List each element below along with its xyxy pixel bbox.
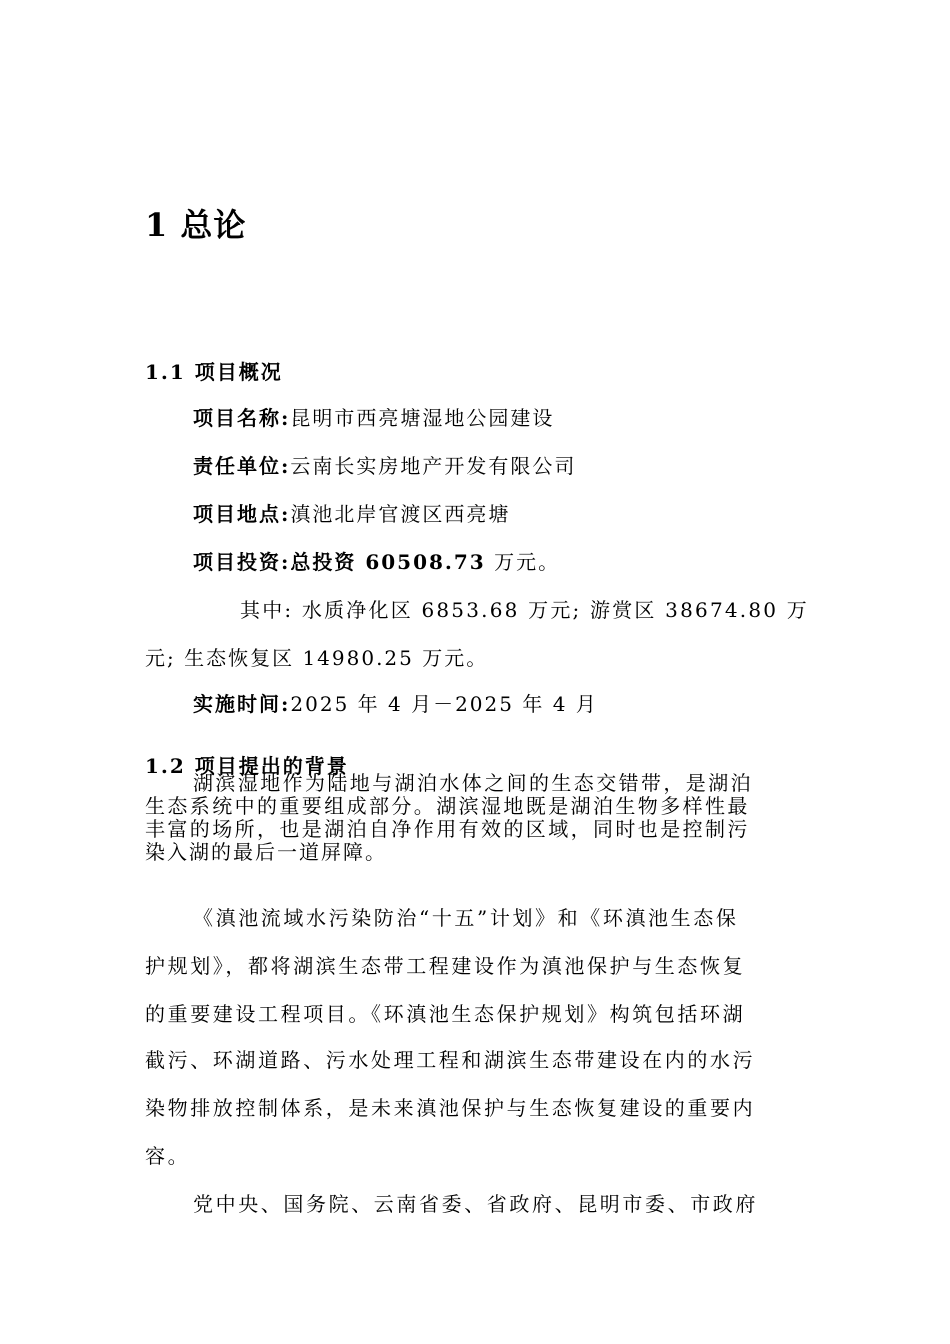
responsible-unit-line <box>193 450 576 479</box>
paragraph-plan-line-3: 的重要建设工程项目。《环滇池生态保护规划》构筑包括环湖 <box>145 1002 746 1026</box>
paragraph-line: 染入湖的最后一道屏障。 <box>145 840 387 864</box>
project-name-label: 项目名称: <box>193 406 291 430</box>
investment-unit: 万元。 <box>485 550 561 574</box>
paragraph-government-line-1: 党中央、国务院、云南省委、省政府、昆明市委、市政府 <box>193 1192 758 1216</box>
investment-label: 项目投资: <box>193 550 291 574</box>
paragraph-line: 生态系统中的重要组成部分。湖滨湿地既是湖泊生物多样性最 <box>145 794 750 818</box>
paragraph-plan-line-1: 《滇池流域水污染防治“十五”计划》和《环滇池生态保 <box>193 906 739 930</box>
paragraph-plan-line-4: 截污、环湖道路、污水处理工程和湖滨生态带建设在内的水污 <box>145 1048 756 1072</box>
paragraph-plan-line-2: 护规划》，都将湖滨生态带工程建设作为滇池保护与生态恢复 <box>145 954 746 978</box>
paragraph-wetland <box>145 772 753 864</box>
paragraph-plan-line-5: 染物排放控制体系，是未来滇池保护与生态恢复建设的重要内 <box>145 1096 756 1120</box>
project-name-value: 昆明市西亮塘湿地公园建设 <box>290 406 555 430</box>
investment-total: 总投资 60508.73 <box>290 550 486 574</box>
investment-breakdown-line-1: 其中: 水质净化区 6853.68 万元; 游赏区 38674.80 万 <box>240 598 809 622</box>
project-location-label: 项目地点: <box>193 502 291 526</box>
paragraph-plan-line-6: 容。 <box>145 1144 191 1168</box>
chapter-title: 1 总论 <box>145 206 247 244</box>
responsible-unit-value: 云南长实房地产开发有限公司 <box>290 454 577 478</box>
schedule-value: 2025 年 4 月－2025 年 4 月 <box>290 692 598 716</box>
schedule-label: 实施时间: <box>193 692 291 716</box>
schedule-line <box>193 688 598 717</box>
project-location-line <box>193 498 510 527</box>
paragraph-line: 湖滨湿地作为陆地与湖泊水体之间的生态交错带，是湖泊 <box>193 771 753 795</box>
responsible-unit-label: 责任单位: <box>193 454 291 478</box>
project-location-value: 滇池北岸官渡区西亮塘 <box>290 502 511 526</box>
section-heading-background: 1.2 项目提出的背景 <box>145 754 349 778</box>
investment-line <box>193 546 560 575</box>
investment-breakdown-line-2: 元; 生态恢复区 14980.25 万元。 <box>145 646 489 670</box>
section-heading-overview: 1.1 项目概况 <box>145 360 283 384</box>
paragraph-line: 丰富的场所，也是湖泊自净作用有效的区域，同时也是控制污 <box>145 817 750 841</box>
project-name-line <box>193 402 554 431</box>
